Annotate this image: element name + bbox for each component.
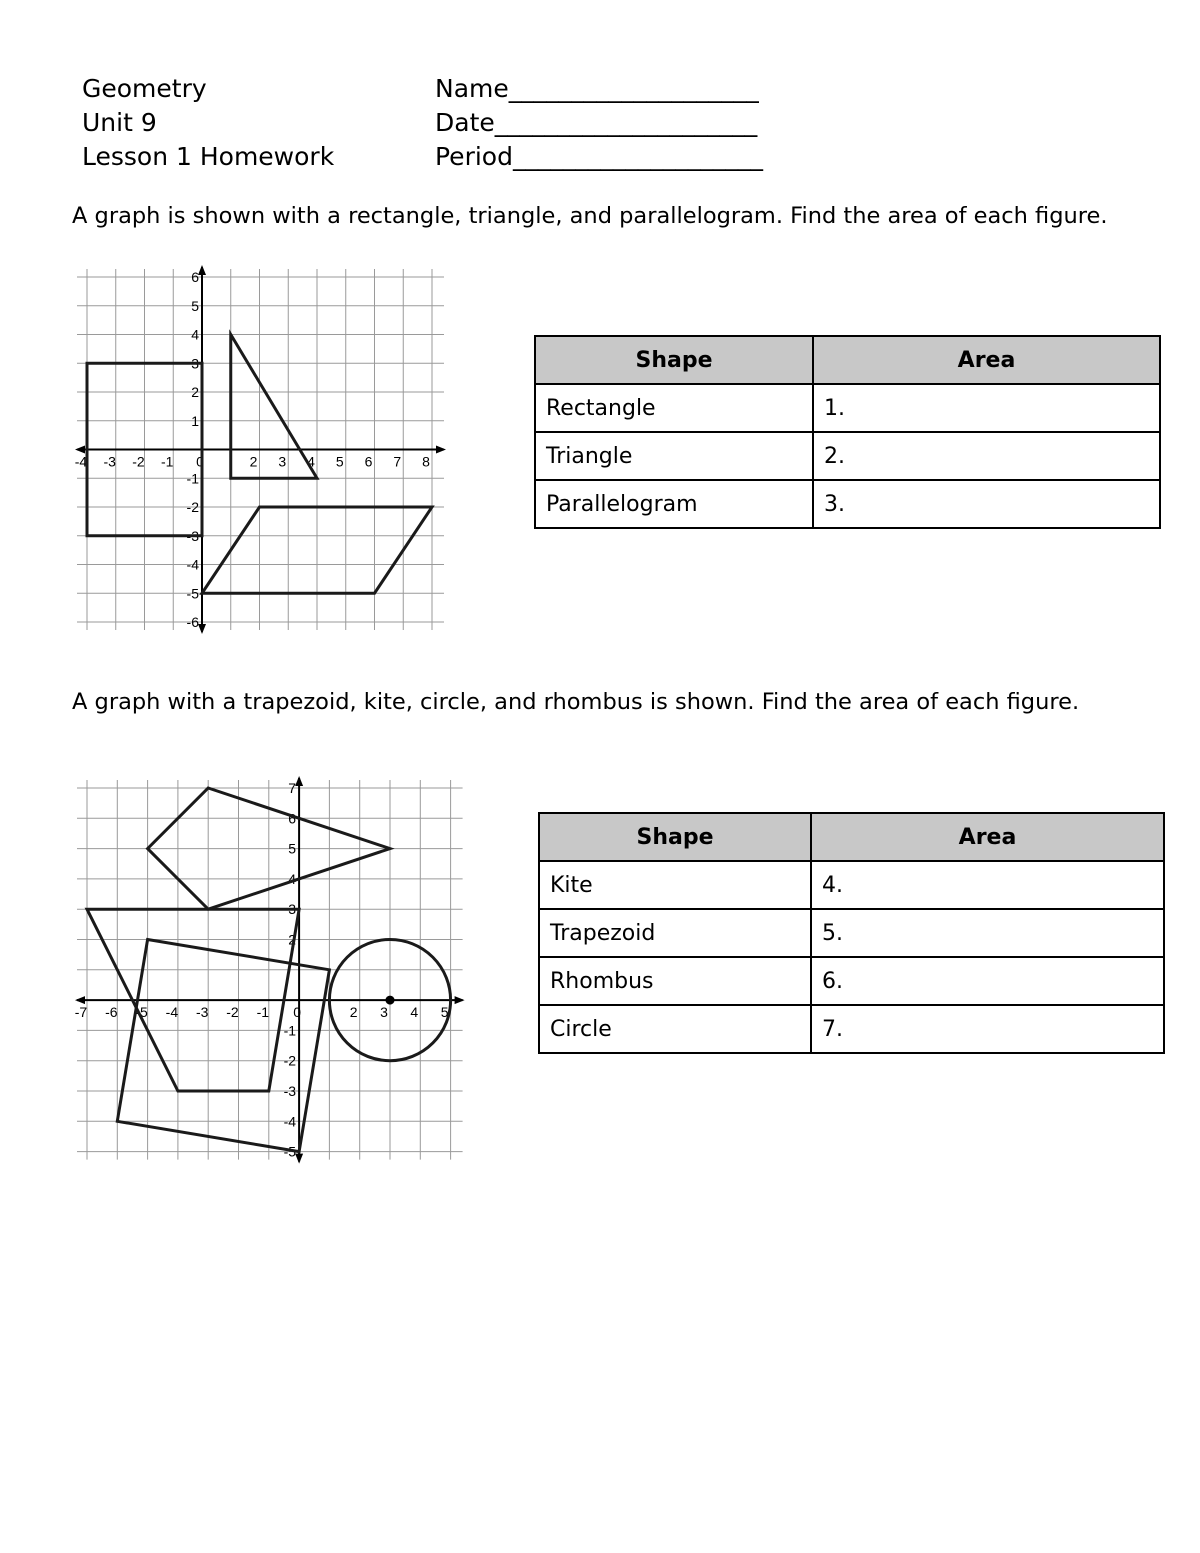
area-column-header: Area	[813, 336, 1160, 384]
rhombus-shape	[117, 940, 329, 1152]
triangle-shape	[231, 335, 317, 479]
grid-lines	[74, 780, 463, 1160]
table-row	[539, 1005, 1164, 1053]
date-field[interactable]: Date_____________________	[435, 108, 758, 137]
y-tick-label: 6	[191, 269, 199, 285]
problem1-prompt: A graph is shown with a rectangle, triangle, and parallelogram. Find the area of each figure.	[72, 203, 1108, 229]
y-tick-label: -6	[186, 614, 199, 630]
y-tick-label: -4	[186, 556, 199, 573]
shape-cell: Kite	[539, 861, 811, 909]
x-tick-label: 2	[349, 1004, 358, 1021]
worksheet-header	[82, 72, 763, 174]
y-tick-label: -1	[186, 470, 199, 487]
x-tick-label: 3	[380, 1004, 388, 1021]
x-axis-arrow-left-icon	[75, 446, 85, 454]
shape-cell: Circle	[539, 1005, 811, 1053]
x-tick-label: -2	[132, 453, 145, 470]
x-axis-arrow-right-icon	[455, 996, 465, 1004]
area-answer-cell[interactable]: 1.	[813, 384, 1160, 432]
table-row	[535, 384, 1160, 432]
x-tick-label: -3	[103, 453, 116, 470]
y-axis-arrow-up-icon	[295, 776, 303, 786]
area-answer-cell[interactable]: 2.	[813, 432, 1160, 480]
area-answer-cell[interactable]: 5.	[811, 909, 1164, 957]
table-row	[535, 480, 1160, 528]
course-title: Geometry	[82, 74, 207, 103]
y-tick-label: -2	[186, 499, 199, 515]
x-tick-label: 5	[440, 1004, 449, 1021]
y-axis-arrow-down-icon	[295, 1154, 303, 1164]
y-tick-label: 4	[191, 326, 199, 343]
x-tick-label: 4	[307, 453, 315, 470]
problem1-area-table	[534, 335, 1161, 529]
y-tick-label: 4	[288, 870, 297, 887]
y-tick-label: 6	[288, 810, 297, 827]
x-axis-arrow-right-icon	[436, 446, 446, 454]
x-tick-label: -4	[165, 1004, 179, 1021]
circle-center-point	[386, 996, 395, 1005]
y-tick-label: 3	[288, 901, 297, 918]
area-answer-cell[interactable]: 4.	[811, 861, 1164, 909]
y-tick-label: -3	[186, 527, 199, 544]
y-tick-label: -3	[283, 1083, 297, 1099]
problem2-coordinate-grid	[72, 773, 477, 1160]
x-tick-label: -1	[256, 1004, 270, 1021]
y-tick-label: 5	[191, 297, 199, 314]
y-tick-label: 7	[288, 780, 297, 796]
x-tick-label: 2	[249, 453, 258, 470]
period-field[interactable]: Period____________________	[435, 142, 763, 171]
problem2-prompt: A graph with a trapezoid, kite, circle, and rhombus is shown. Find the area of each figure.	[72, 689, 1080, 715]
table-row	[535, 432, 1160, 480]
y-tick-label: 3	[191, 355, 199, 372]
x-tick-label: -7	[74, 1004, 88, 1021]
problem2-graph	[72, 773, 477, 1160]
x-tick-label: -1	[161, 453, 174, 470]
table-header-row	[535, 336, 1160, 384]
y-tick-label: -5	[186, 585, 199, 602]
y-tick-label: -1	[283, 1022, 297, 1039]
y-axis-arrow-up-icon	[198, 265, 206, 275]
area-column-header: Area	[811, 813, 1164, 861]
table-row	[539, 909, 1164, 957]
x-tick-label: 4	[410, 1004, 419, 1021]
problem2-area-table	[538, 812, 1165, 1054]
x-tick-label: 7	[393, 453, 402, 470]
x-axis-arrow-left-icon	[75, 996, 85, 1004]
x-tick-label: 0	[196, 453, 204, 470]
shape-cell: Trapezoid	[539, 909, 811, 957]
y-tick-label: -2	[283, 1052, 297, 1069]
y-tick-label: -5	[283, 1143, 297, 1160]
y-axis-arrow-down-icon	[198, 624, 206, 634]
problem1-coordinate-grid	[72, 262, 452, 638]
shape-column-header: Shape	[535, 336, 813, 384]
name-field[interactable]: Name____________________	[435, 74, 759, 103]
y-tick-label: 2	[191, 384, 199, 400]
table-row	[539, 861, 1164, 909]
area-answer-cell[interactable]: 3.	[813, 480, 1160, 528]
shape-column-header: Shape	[539, 813, 811, 861]
x-tick-label: 8	[422, 453, 430, 470]
y-tick-label: 5	[288, 840, 297, 857]
table-row	[539, 957, 1164, 1005]
x-tick-label: -4	[74, 453, 88, 470]
x-tick-label: 0	[293, 1004, 301, 1021]
unit-label: Unit 9	[82, 108, 157, 137]
area-answer-cell[interactable]: 7.	[811, 1005, 1164, 1053]
shape-cell: Rectangle	[535, 384, 813, 432]
y-tick-label: -4	[283, 1113, 297, 1130]
x-tick-label: 5	[335, 453, 344, 470]
x-tick-label: 6	[364, 453, 373, 470]
shape-cell: Triangle	[535, 432, 813, 480]
x-tick-label: -6	[105, 1004, 118, 1021]
x-tick-label: -3	[195, 1004, 209, 1021]
x-tick-label: -5	[135, 1004, 148, 1021]
problem1-graph	[72, 262, 452, 638]
y-tick-label: 1	[191, 412, 199, 429]
x-tick-label: 3	[278, 453, 287, 470]
lesson-label: Lesson 1 Homework	[82, 142, 335, 171]
shape-cell: Rhombus	[539, 957, 811, 1005]
table-header-row	[539, 813, 1164, 861]
x-tick-label: -2	[226, 1004, 239, 1021]
area-answer-cell[interactable]: 6.	[811, 957, 1164, 1005]
shape-cell: Parallelogram	[535, 480, 813, 528]
y-tick-label: 2	[288, 931, 297, 948]
